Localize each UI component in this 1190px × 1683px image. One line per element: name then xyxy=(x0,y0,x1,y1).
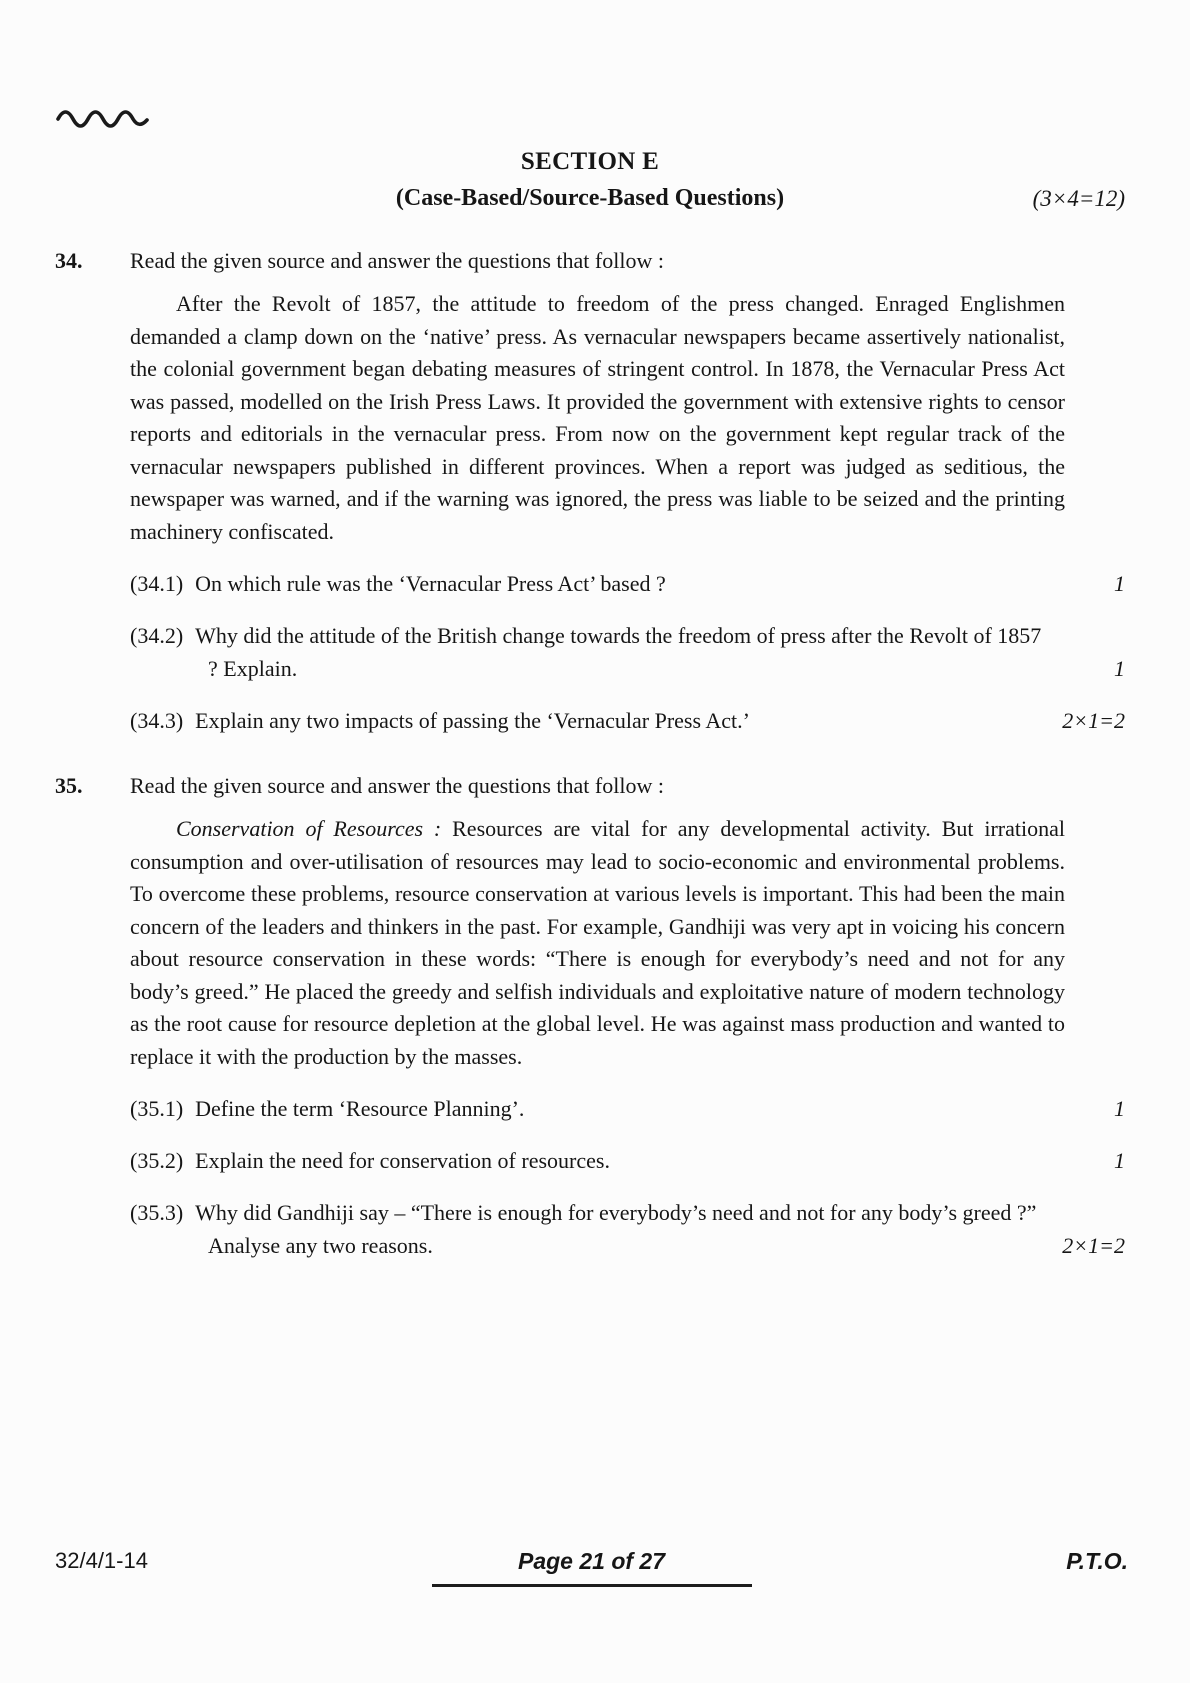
subquestion-body xyxy=(130,567,1045,600)
subquestion-label: (35.2) xyxy=(130,1148,184,1173)
page-footer xyxy=(55,1548,1128,1587)
subquestion-marks: 1 xyxy=(1114,571,1125,596)
page-number-block xyxy=(432,1548,752,1587)
page-number-underline xyxy=(432,1584,752,1587)
question-34-source-paragraph: After the Revolt of 1857, the attitude to freedom of the press changed. Enraged Englishmen demanded a clamp down on the ‘native’ press. As vernacular newspapers became assertively nationalist, the colonial government began debating measures of stringent control. In 1878, the Vernacular Press Act was passed, modelled on the Irish Press Laws. It provided the government with extensive rights to censor reports and editorials in the vernacular press. From now on the government kept regular track of the vernacular newspapers published in different provinces. When a report was judged as seditious, the newspaper was warned, and if the warning was ignored, the press was liable to be seized and the printing machinery confiscated. xyxy=(130,291,1065,544)
subquestion-35-2 xyxy=(130,1144,1125,1177)
subquestion-label: (34.2) xyxy=(130,623,184,648)
source-lead-italic: Conservation of Resources : xyxy=(176,816,442,841)
subquestion-body xyxy=(130,704,1045,737)
subquestion-label: (34.1) xyxy=(130,571,184,596)
subquestion-34-2 xyxy=(130,619,1125,685)
section-title: SECTION E xyxy=(520,148,660,175)
section-subtitle: (Case-Based/Source-Based Questions) xyxy=(395,185,785,211)
question-number: 34. xyxy=(55,248,83,273)
question-35-source-paragraph xyxy=(130,813,1065,1073)
subquestion-text: Why did the attitude of the British change towards the freedom of press after the Revolt of 1857 ? Explain. xyxy=(195,623,1042,681)
subquestion-34-1 xyxy=(130,567,1125,600)
source-body-text: Resources are vital for any developmental activity. But irrational consumption and over-utilisation of resources may lead to socio-economic and environmental problems. To overcome these problems, resource conservation at various levels is important. This had been the main concern of the leaders and thinkers in the past. For example, Gandhiji was very apt in voicing his concern about resource conservation in these words: “There is enough for everybody’s need and not for any body’s greed.” He placed the greedy and selfish individuals and exploitative nature of modern technology as the root cause for resource depletion at the global level. He was against mass production and wanted to replace it with the production by the masses. xyxy=(130,816,1065,1069)
subquestion-text: Explain the need for conservation of resources. xyxy=(195,1148,610,1173)
subquestion-body xyxy=(130,1092,1045,1125)
section-marks-scheme: (3×4=12) xyxy=(1032,186,1125,211)
subquestion-marks: 1 xyxy=(1114,1148,1125,1173)
question-number: 35. xyxy=(55,773,83,798)
subquestion-label: (34.3) xyxy=(130,708,184,733)
section-header xyxy=(55,0,1125,212)
subquestion-marks: 2×1=2 xyxy=(1062,1233,1125,1258)
subquestion-34-3 xyxy=(130,704,1125,737)
subquestion-body xyxy=(130,1196,1045,1262)
subquestion-text: Why did Gandhiji say – “There is enough for everybody’s need and not for any body’s greed ?” Analyse any two reasons. xyxy=(195,1200,1037,1258)
question-35-head xyxy=(55,773,1125,799)
subquestion-marks: 2×1=2 xyxy=(1062,708,1125,733)
squiggle-mark xyxy=(55,103,155,131)
subquestion-35-3 xyxy=(130,1196,1125,1262)
section-subtitle-row xyxy=(55,185,1125,212)
subquestion-text: Define the term ‘Resource Planning’. xyxy=(195,1096,525,1121)
question-intro: Read the given source and answer the questions that follow : xyxy=(130,773,664,798)
subquestion-marks: 1 xyxy=(1114,656,1125,681)
subquestion-body xyxy=(130,619,1045,685)
question-intro: Read the given source and answer the questions that follow : xyxy=(130,248,664,273)
subquestion-label: (35.1) xyxy=(130,1096,184,1121)
pto-label: P.T.O. xyxy=(1066,1548,1128,1574)
subquestion-text: On which rule was the ‘Vernacular Press Act’ based ? xyxy=(195,571,666,596)
subquestion-label: (35.3) xyxy=(130,1200,184,1225)
subquestion-text: Explain any two impacts of passing the ‘Vernacular Press Act.’ xyxy=(195,708,750,733)
subquestion-body xyxy=(130,1144,1045,1177)
page-number-label: Page 21 of 27 xyxy=(517,1548,666,1574)
subquestion-marks: 1 xyxy=(1114,1096,1125,1121)
question-34 xyxy=(55,248,1125,737)
question-34-head xyxy=(55,248,1125,274)
subquestion-35-1 xyxy=(130,1092,1125,1125)
question-35 xyxy=(55,773,1125,1262)
paper-code: 32/4/1-14 xyxy=(55,1548,148,1573)
